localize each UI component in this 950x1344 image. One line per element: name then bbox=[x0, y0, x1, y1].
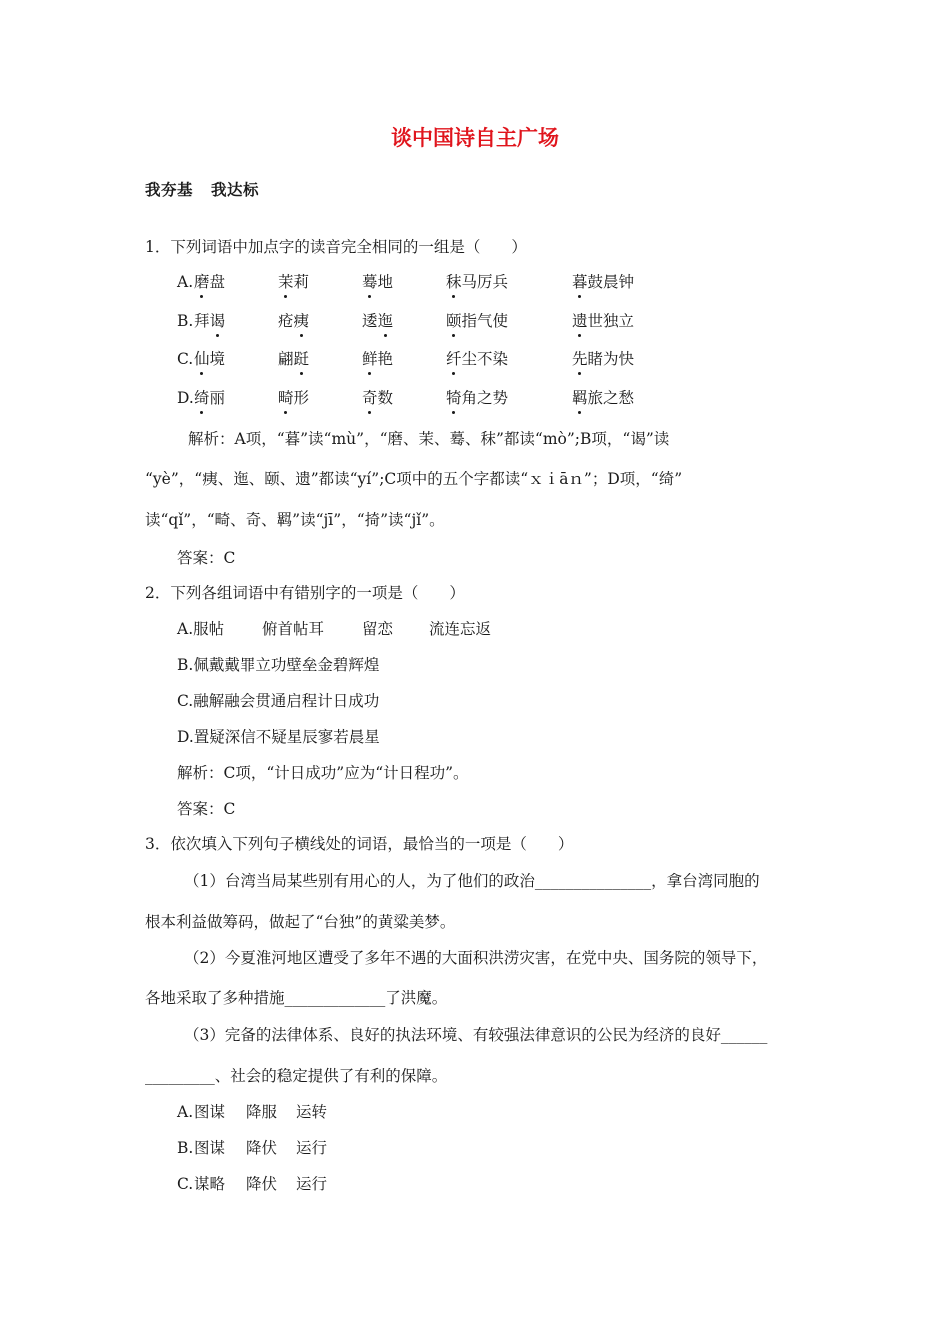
option-c-word-3-rest: 艳 bbox=[377, 350, 394, 368]
option-c-word-4 bbox=[446, 349, 508, 369]
option-c-word-2-first: 翩 bbox=[278, 350, 294, 368]
question-3-sentence-2-line-2: 各地采取了多种措施_____________了洪魔。 bbox=[145, 989, 448, 1007]
option-b-word-5 bbox=[572, 311, 634, 331]
option-d-word-1-rest: 丽 bbox=[209, 389, 226, 407]
option-c-word-1 bbox=[194, 349, 225, 369]
option-b-word-1 bbox=[194, 311, 225, 331]
option-c-word-3-char-1: 鲜 bbox=[362, 350, 378, 368]
option-d-letter: D. bbox=[177, 389, 194, 407]
option-b-word-2-char-2: 痍 bbox=[293, 312, 310, 330]
option-b-word-4-char-1: 颐 bbox=[446, 312, 462, 330]
option-c-word-1-char-1: 仙 bbox=[194, 350, 210, 368]
option-b-word-4-rest: 指气使 bbox=[461, 312, 509, 330]
question-3-option-b-word-2: 降伏 bbox=[246, 1139, 278, 1157]
question-2-option-a-1: A.服帖 bbox=[177, 620, 225, 638]
option-d-word-4-char-1: 犄 bbox=[446, 389, 462, 407]
option-b-word-5-rest: 世独立 bbox=[587, 312, 635, 330]
option-b-word-3-char-2: 迤 bbox=[377, 312, 394, 330]
question-1-analysis-line-3: 读“qǐ”，“畸、奇、羁”读“jī”，“掎”读“jǐ”。 bbox=[145, 511, 445, 529]
question-3-option-a-word-3: 运转 bbox=[296, 1103, 328, 1121]
section-heading bbox=[145, 178, 259, 200]
option-a-letter: A. bbox=[177, 273, 194, 291]
option-a-word-3-char-1: 蓦 bbox=[362, 273, 378, 291]
option-b-word-1-char-2: 谒 bbox=[209, 312, 226, 330]
question-2-option-c: C.融解融会贯通启程计日成功 bbox=[177, 692, 380, 710]
option-a-word-2-char-1: 茉 bbox=[278, 273, 294, 291]
option-a-word-4-char-1: 秣 bbox=[446, 273, 462, 291]
question-3-sentence-2-line-1: （2）今夏淮河地区遭受了多年不遇的大面积洪涝灾害，在党中央、国务院的领导下， bbox=[184, 949, 768, 967]
option-a-word-3-rest: 地 bbox=[377, 273, 394, 291]
option-b-word-1-first: 拜 bbox=[194, 312, 210, 330]
option-d-word-5 bbox=[572, 388, 634, 408]
option-b-word-3 bbox=[362, 311, 393, 331]
option-a-word-1-rest: 盘 bbox=[209, 273, 226, 291]
option-d-word-3-rest: 数 bbox=[377, 389, 394, 407]
option-c-word-5-rest: 睹为快 bbox=[587, 350, 635, 368]
question-3-option-c-letter: C. bbox=[177, 1175, 194, 1193]
question-2-option-a-3: 留恋 bbox=[362, 620, 394, 638]
option-d-word-5-char-1: 羁 bbox=[572, 389, 588, 407]
option-c-letter: C. bbox=[177, 350, 194, 368]
option-b-word-2-first: 疮 bbox=[278, 312, 294, 330]
question-3-option-a-letter: A. bbox=[177, 1103, 194, 1121]
question-2-option-a-4: 流连忘返 bbox=[429, 620, 492, 638]
option-a-word-4-rest: 马厉兵 bbox=[461, 273, 509, 291]
option-a-word-3 bbox=[362, 272, 393, 292]
question-1-answer: 答案：C bbox=[177, 549, 236, 567]
question-3-option-b-letter: B. bbox=[177, 1139, 194, 1157]
option-d-word-5-rest: 旅之愁 bbox=[587, 389, 635, 407]
option-d-word-2-rest: 形 bbox=[293, 389, 310, 407]
question-2-option-b: B.佩戴戴罪立功壁垒金碧辉煌 bbox=[177, 656, 380, 674]
option-b-letter: B. bbox=[177, 312, 194, 330]
question-3-option-c-word-2: 降伏 bbox=[246, 1175, 278, 1193]
option-c-word-2 bbox=[278, 349, 309, 369]
option-a-word-5 bbox=[572, 272, 634, 292]
option-d-word-2-char-1: 畸 bbox=[278, 389, 294, 407]
option-b-word-4 bbox=[446, 311, 508, 331]
option-d-word-1 bbox=[194, 388, 225, 408]
option-a-word-5-rest: 鼓晨钟 bbox=[587, 273, 635, 291]
question-3-option-c-word-3: 运行 bbox=[296, 1175, 328, 1193]
question-3-option-b-word-3: 运行 bbox=[296, 1139, 328, 1157]
option-a-word-4 bbox=[446, 272, 508, 292]
question-3-option-c-word-1: 谋略 bbox=[194, 1175, 226, 1193]
option-c-word-4-rest: 尘不染 bbox=[461, 350, 509, 368]
question-3-sentence-1-line-1: （1）台湾当局某些别有用心的人，为了他们的政治_______________，拿台湾同胞的 bbox=[184, 872, 760, 890]
question-2-stem: 2．下列各组词语中有错别字的一项是（ ） bbox=[145, 584, 465, 602]
page-title: 谈中国诗自主广场 bbox=[391, 126, 559, 150]
question-1-stem: 1．下列词语中加点字的读音完全相同的一组是（ ） bbox=[145, 238, 527, 256]
option-b-word-3-first: 逶 bbox=[362, 312, 378, 330]
option-c-word-1-rest: 境 bbox=[209, 350, 226, 368]
option-b-word-5-char-1: 遗 bbox=[572, 312, 588, 330]
option-d-word-4 bbox=[446, 388, 508, 408]
option-c-word-5-char-1: 先 bbox=[572, 350, 588, 368]
question-3-sentence-3-line-2: _________、社会的稳定提供了有利的保障。 bbox=[145, 1067, 448, 1085]
question-3-stem: 3．依次填入下列句子横线处的词语，最恰当的一项是（ ） bbox=[145, 835, 574, 853]
question-2-option-d: D.置疑深信不疑星辰寥若晨星 bbox=[177, 728, 380, 746]
option-a-word-5-char-1: 暮 bbox=[572, 273, 588, 291]
option-a-word-2 bbox=[278, 272, 309, 292]
option-d-word-1-char-1: 绮 bbox=[194, 389, 210, 407]
option-a-word-2-rest: 莉 bbox=[293, 273, 310, 291]
question-2-option-a-2: 俯首帖耳 bbox=[262, 620, 325, 638]
section-heading-left: 我夯基 bbox=[145, 181, 194, 199]
question-1-analysis-line-1: 解析：A项，“暮”读“mù”，“磨、茉、蓦、秣”都读“mò”;B项，“谒”读 bbox=[188, 430, 670, 448]
option-d-word-4-rest: 角之势 bbox=[461, 389, 509, 407]
option-c-word-2-char-2: 跹 bbox=[293, 350, 310, 368]
question-1-analysis-line-2: “yè”，“痍、迤、颐、遗”都读“yí”;C项中的五个字都读“ｘｉāｎ”；D项，“绮” bbox=[145, 470, 683, 488]
option-a-word-1 bbox=[194, 272, 225, 292]
option-d-word-3-char-1: 奇 bbox=[362, 389, 378, 407]
question-3-option-b-word-1: 图谋 bbox=[194, 1139, 226, 1157]
question-2-analysis: 解析：C项，“计日成功”应为“计日程功”。 bbox=[177, 764, 469, 782]
option-b-word-2 bbox=[278, 311, 309, 331]
question-3-option-a-word-1: 图谋 bbox=[194, 1103, 226, 1121]
option-c-word-5 bbox=[572, 349, 634, 369]
question-3-sentence-3-line-1: （3）完备的法律体系、良好的执法环境、有较强法律意识的公民为经济的良好______ bbox=[184, 1026, 768, 1044]
option-c-word-3 bbox=[362, 349, 393, 369]
option-c-word-4-char-1: 纤 bbox=[446, 350, 462, 368]
question-3-sentence-1-line-2: 根本利益做筹码，做起了“台独”的黄粱美梦。 bbox=[145, 913, 456, 931]
question-3-option-a-word-2: 降服 bbox=[246, 1103, 278, 1121]
option-a-word-1-char-1: 磨 bbox=[194, 273, 210, 291]
option-d-word-2 bbox=[278, 388, 309, 408]
section-heading-right: 我达标 bbox=[211, 181, 260, 199]
question-2-answer: 答案：C bbox=[177, 800, 236, 818]
option-d-word-3 bbox=[362, 388, 393, 408]
